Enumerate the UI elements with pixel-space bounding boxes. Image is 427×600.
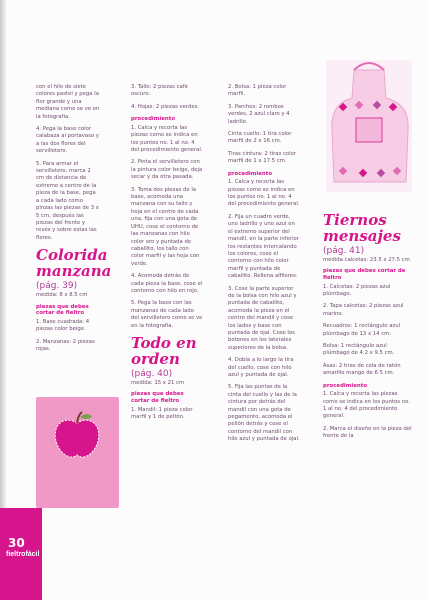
column-3 [228,84,300,449]
list-item: 1. Base cuadrada: 4 piezas color beige. [36,318,90,333]
procedure-heading: procedimiento [228,170,273,177]
list-item: 2. Bolsa: 1 pieza color marfil. [228,84,287,98]
pieces-heading: piezas que debes cortar de fieltro [323,268,406,281]
pieces-heading: piezas que debes cortar de fieltro [131,391,184,404]
list-item: Recuadros: 1 rectángulo azul plúmbago de 13 x 14 cm. [323,323,401,337]
pieces-heading: piezas que debes cortar de fieltro [36,303,89,317]
step: 1. Calca y recorta las piezas como se indica en los puntos no. 1 al no. 4 del procedimiento general. [323,391,410,420]
project-title: Tiernos mensajes [323,211,401,245]
apple-photo [36,397,119,508]
step: 3. Toma dos piezas de la base, acomoda una manzana con su tallo y hoja en el centro de cada una, fija con una gota de UHU, cose el contorno de las manzanas con hilo color oro y puntada de caballito, los tallo con color marfil y las hoja con verde. [131,186,200,267]
step: 5. Fija las puntas de la cinta del cuello y las de la cintura por detrás del mandil con una gota de pegamento, acomoda el pellón detrás y cose el contorno del mandil con hilo azul y puntada de ojal. [228,384,300,443]
measurement: medida: 15 x 21 cm [131,379,185,386]
list-item: 4. Hojas: 2 piezas verdes. [131,103,200,110]
page-reference: (pág. 40) [131,368,173,379]
step: 4. Acomoda detrás de cada pieza la base, cose el contorno con hilo en rojo. [131,273,203,294]
measurement: medida calcetas: 23.5 x 27.5 cm [323,257,410,263]
step: 2. Marca el diseño en la pieza del frente de la [323,425,412,440]
project-title: Todo en orden [131,333,197,368]
column-2 [131,84,203,426]
list-item: 1. Calcetas: 2 piezas azul plúmbago. [323,283,391,297]
step: 5. Pega la base con las manzanas de cada lado del servilletero como se ve en la fotografía. [131,300,203,329]
step: 1. Calca y recorta las piezas como se indica en los puntos no. 1 al no. 4 del procedimiento general. [228,179,300,208]
list-item: Tiras cintura: 2 tiras color marfil de 1 x 17.5 cm. [228,150,296,165]
list-item: 2. Tapa calcetas: 2 piezas azul marino. [323,303,404,317]
list-item: Asas: 2 tiras de cola de ratón amarillo mango de 6.5 cm. [323,362,401,377]
project-title: Colorida manzana [36,246,112,281]
list-item: 3. Tallo: 2 piezas café oscuro. [131,84,188,98]
measurement: medida: 8 x 8.5 cm [36,292,88,299]
apple-icon [50,409,104,463]
step: 4. Dobla a lo largo la tira del cuello, cose con hilo azul y puntada de ojal. [228,357,294,378]
list-item: 2. Manzanas: 2 piezas rojas. [36,338,95,352]
step: 1. Calca y recorta las piezas como se indica en los puntos no. 1 al no. 4 del procedimiento general. [131,124,203,154]
list-item: 1. Mandil: 1 pieza color marfil y 1 de peltón. [131,406,193,420]
brand-logo: fieltrofácil [6,551,40,558]
step: 3. Cose la parte superior de la bolsa con hilo azul y puntada de caballito, acomoda la pieza en el centro del mandil y cose los lados y base con puntada de ojal. Cose los botones en los laterales superiores de la bolsa. [228,285,297,351]
paragraph: 4. Pega la base color calabaza al portavaso y a las dos flores del servilletero. [36,126,99,155]
list-item: Cinta cuello: 1 tira color marfil de 2 x 16 cm. [228,131,292,145]
column-1 [36,84,112,358]
list-item: 3. Parches: 2 rombos verdes, 2 azul claro y 4 ladrillo. [228,103,290,125]
apron-photo [326,60,412,192]
column-4 [323,212,413,446]
page-reference: (pág. 41) [323,246,365,256]
paragraph: con el hilo de siete colores pastel y pega la flor grande y una mediana como se ve en la fotografía. [36,84,100,120]
paragraph: 5. Para armar el servilletero, marca 2 cm de distancia de extremo a centro de la pieza de la base, pega a cada lado como pinzas las piezas de 3 x 5 cm, después las piezas del frente y revés y sobre estas las flores. [36,160,99,241]
page-number: 30 [8,536,25,550]
procedure-heading: procedimiento [131,116,176,123]
procedure-heading: procedimiento [323,382,368,389]
page-reference: (pág. 39) [36,281,78,292]
step: 2. Pinta el servilletero con la pintura color beige, deja secar y da otra pasada. [131,159,203,181]
list-item: Bolsa: 1 rectángulo azul plúmbago de 4.2 x 9.5 cm. [323,343,395,357]
step: 2. Fija un cuadro verde, uno ladrillo y uno azul en el extremo superior del mandil, en la parte inferior los restantes intercalando los colores, cose el contorno con hilo color marfil y puntada de caballito. Rellena alfileres. [228,213,299,280]
